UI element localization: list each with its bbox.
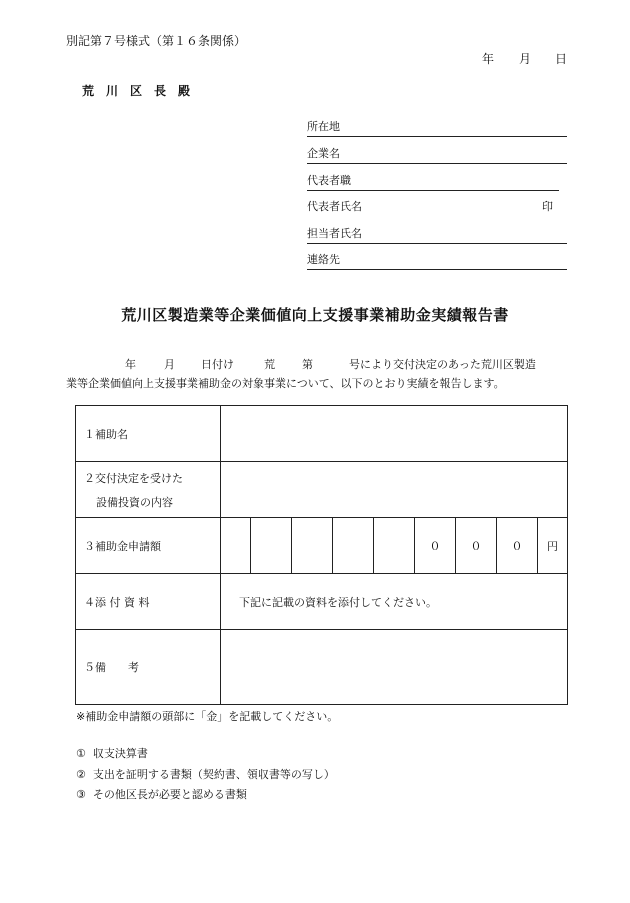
document-title: 荒川区製造業等企業価値向上支援事業補助金実績報告書 xyxy=(121,306,509,324)
investment-label-line1: ２交付決定を受けた xyxy=(84,471,183,485)
amount-note: ※補助金申請額の頭部に「金」を記載してください。 xyxy=(76,710,339,723)
attachment-item-1 xyxy=(76,745,148,761)
report-table xyxy=(75,405,568,705)
amount-digit-cell[interactable] xyxy=(292,518,333,574)
representative-title-label: 代表者職 xyxy=(307,174,351,187)
investment-content-label xyxy=(76,462,221,518)
date-day-label: 日 xyxy=(555,52,568,66)
attachment-text: 支出を証明する書類（契約書、領収書等の写し） xyxy=(92,768,335,781)
subsidy-name-label: １補助名 xyxy=(76,406,221,462)
amount-digit-cell[interactable] xyxy=(333,518,374,574)
body-month: 月 xyxy=(164,358,175,371)
amount-digit-cell[interactable]: ０ xyxy=(415,518,456,574)
attachments-label: ４添 付 資 料 xyxy=(76,574,221,630)
investment-label-line2: 設備投資の内容 xyxy=(96,495,173,509)
attachment-text: 収支決算書 xyxy=(92,747,148,760)
body-ara: 荒 xyxy=(264,358,275,371)
investment-content-input[interactable] xyxy=(221,462,568,518)
date-year-label: 年 xyxy=(482,52,495,66)
body-line1-rest: 号により交付決定のあった荒川区製造 xyxy=(349,358,536,371)
form-number-label: 別記第７号様式（第１６条関係） xyxy=(66,34,247,48)
attachment-number: ② xyxy=(76,768,86,781)
body-dai: 第 xyxy=(302,358,313,371)
row-remarks xyxy=(76,630,568,705)
body-year: 年 xyxy=(125,358,136,371)
yen-unit: 円 xyxy=(538,518,568,574)
attachment-number: ③ xyxy=(76,788,86,801)
representative-title-field[interactable] xyxy=(307,175,559,191)
row-subsidy-name xyxy=(76,406,568,462)
attachment-text: その他区長が必要と認める書類 xyxy=(92,788,247,801)
amount-prefix-cell[interactable] xyxy=(221,518,251,574)
attachment-item-2 xyxy=(76,766,335,782)
row-attachments xyxy=(76,574,568,630)
company-name-label: 企業名 xyxy=(307,147,340,160)
body-dated: 日付け xyxy=(201,358,234,371)
seal-mark: 印 xyxy=(542,200,553,213)
representative-name-field[interactable] xyxy=(307,201,559,216)
contact-person-label: 担当者氏名 xyxy=(307,227,362,240)
row-investment-content xyxy=(76,462,568,518)
phone-contact-label: 連絡先 xyxy=(307,253,340,266)
remarks-label: ５備 考 xyxy=(76,630,221,705)
row-amount xyxy=(76,518,568,574)
contact-person-field[interactable] xyxy=(307,228,567,244)
amount-digit-cell[interactable] xyxy=(251,518,292,574)
phone-contact-field[interactable] xyxy=(307,254,567,270)
attachments-value: 下記に記載の資料を添付してください。 xyxy=(221,574,568,630)
attachment-item-3 xyxy=(76,786,247,802)
attachment-number: ① xyxy=(76,747,86,760)
amount-digit-cell[interactable] xyxy=(374,518,415,574)
addressee: 荒川区長殿 xyxy=(82,84,203,98)
amount-digit-cell[interactable]: ０ xyxy=(456,518,497,574)
company-name-field[interactable] xyxy=(307,148,567,164)
date-month-label: 月 xyxy=(519,52,532,66)
remarks-input[interactable] xyxy=(221,630,568,705)
amount-digit-cell[interactable]: ０ xyxy=(497,518,538,574)
amount-label: ３補助金申請額 xyxy=(76,518,221,574)
body-line2: 業等企業価値向上支援事業補助金の対象事業について、以下のとおり実績を報告します。 xyxy=(66,377,505,390)
representative-name-label: 代表者氏名 xyxy=(307,200,362,213)
subsidy-name-input[interactable] xyxy=(221,406,568,462)
address-field[interactable] xyxy=(307,121,567,137)
address-label: 所在地 xyxy=(307,120,340,133)
